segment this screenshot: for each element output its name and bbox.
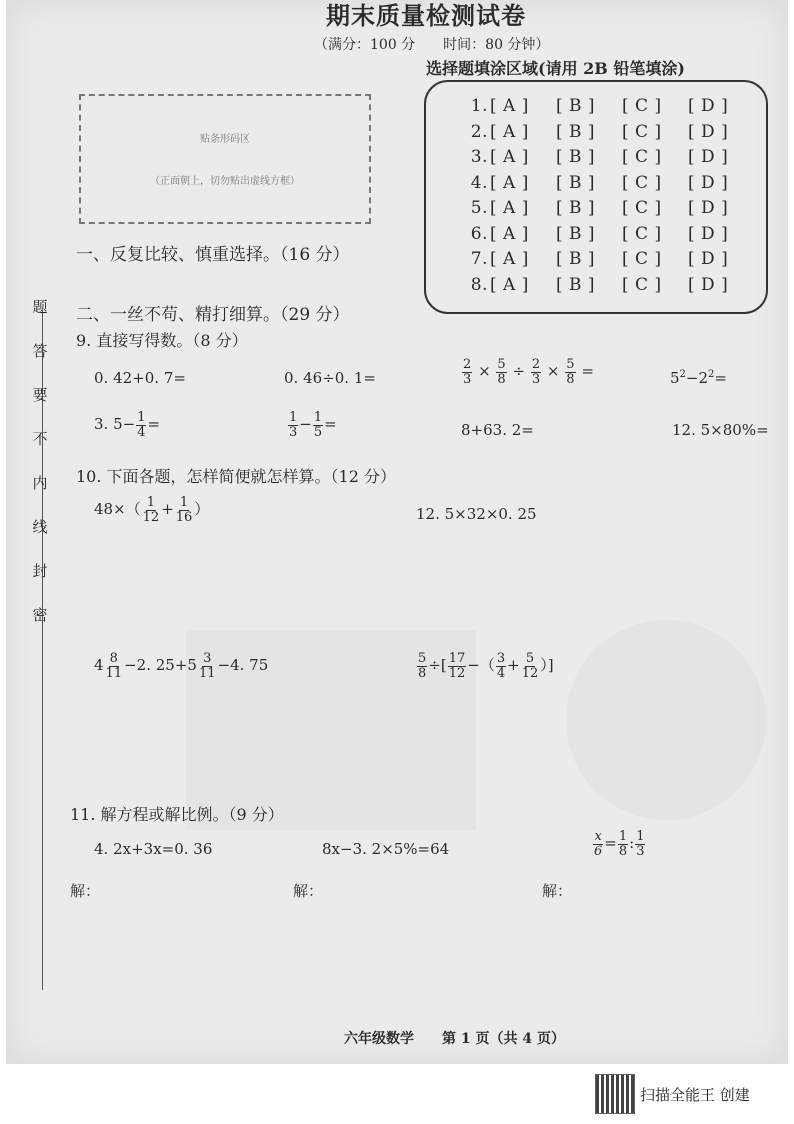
q11-item-a: 4. 2x+3x=0. 36 bbox=[94, 840, 213, 858]
answer-option-c[interactable]: [ C ] bbox=[622, 198, 662, 218]
q10-item-d: $\frac{5}{8}$ ÷[ $\frac{17}{12}$ −（ $\frac{3}{4}$ + $\frac{5}{12}$ ）] bbox=[418, 651, 554, 681]
answer-option-b[interactable]: [ B ] bbox=[556, 249, 596, 269]
answer-option-b[interactable]: [ B ] bbox=[556, 274, 596, 295]
answer-option-b[interactable]: [ B ] bbox=[556, 96, 596, 116]
q11-solve-a: 解： bbox=[70, 882, 101, 900]
q9-item-d: $5^2-2^2=$ bbox=[670, 369, 727, 387]
answer-option-b[interactable]: [ B ] bbox=[556, 223, 596, 244]
q9-item-h: 12. 5×80%= bbox=[672, 421, 769, 439]
answer-option-b[interactable]: [ B ] bbox=[556, 147, 596, 167]
answer-row-number: 1. bbox=[470, 96, 488, 116]
answer-option-c[interactable]: [ C ] bbox=[622, 96, 662, 116]
answer-row bbox=[468, 198, 744, 218]
answer-row bbox=[468, 224, 744, 244]
answer-option-d[interactable]: [ D ] bbox=[688, 96, 729, 116]
side-char: 不 bbox=[32, 430, 48, 448]
answer-option-d[interactable]: [ D ] bbox=[688, 274, 729, 295]
answer-option-d[interactable]: [ D ] bbox=[688, 223, 729, 244]
side-char: 封 bbox=[32, 562, 48, 580]
answer-option-d[interactable]: [ D ] bbox=[688, 147, 729, 167]
answer-option-a[interactable]: [ A ] bbox=[490, 96, 529, 116]
answer-option-b[interactable]: [ B ] bbox=[556, 121, 596, 142]
answer-option-d[interactable]: [ D ] bbox=[688, 249, 729, 269]
answer-option-a[interactable]: [ A ] bbox=[490, 147, 529, 167]
answer-row-number: 2. bbox=[470, 121, 488, 142]
answer-option-a[interactable]: [ A ] bbox=[490, 223, 529, 244]
side-char: 线 bbox=[32, 518, 48, 536]
q9-item-b: 0. 46÷0. 1= bbox=[284, 369, 376, 387]
answer-option-a[interactable]: [ A ] bbox=[490, 274, 529, 295]
exam-subtitle: （满分：100 分 时间：80 分钟） bbox=[314, 37, 550, 53]
barcode-area bbox=[79, 94, 371, 224]
qr-code-icon bbox=[595, 1074, 635, 1114]
q10-item-c: 4 $\frac{8}{11}$ −2. 25+5 $\frac{3}{11}$ −4. 75 bbox=[94, 651, 269, 681]
q10-title: 10. 下面各题，怎样简便就怎样算。（12 分） bbox=[76, 467, 396, 486]
section-2-heading: 二、一丝不苟、精打细算。（29 分） bbox=[76, 305, 350, 325]
barcode-label: 贴条形码区 bbox=[200, 134, 250, 145]
answer-option-c[interactable]: [ C ] bbox=[622, 249, 662, 269]
q9-item-a: 0. 42+0. 7= bbox=[94, 369, 186, 387]
answer-option-d[interactable]: [ D ] bbox=[688, 198, 729, 218]
answer-row-number: 7. bbox=[470, 249, 488, 269]
answer-row bbox=[468, 147, 744, 167]
exam-page bbox=[6, 0, 788, 1064]
answer-row bbox=[468, 96, 744, 116]
answer-option-d[interactable]: [ D ] bbox=[688, 172, 729, 193]
answer-option-c[interactable]: [ C ] bbox=[622, 147, 662, 167]
q11-title: 11. 解方程或解比例。（9 分） bbox=[70, 805, 284, 824]
answer-option-c[interactable]: [ C ] bbox=[622, 172, 662, 193]
answer-option-b[interactable]: [ B ] bbox=[556, 198, 596, 218]
scanner-credit: 扫描全能王 创建 bbox=[640, 1086, 750, 1104]
answer-option-a[interactable]: [ A ] bbox=[490, 121, 529, 142]
bleed-through-shadow bbox=[566, 620, 766, 820]
side-char: 密 bbox=[32, 606, 48, 624]
answer-option-c[interactable]: [ C ] bbox=[622, 121, 662, 142]
answer-sheet bbox=[424, 80, 768, 314]
side-char: 题 bbox=[32, 298, 48, 316]
answer-row-number: 4. bbox=[470, 172, 488, 193]
side-char: 内 bbox=[32, 474, 48, 492]
q10-item-a: 48×（ $\frac{1}{12}$ + $\frac{1}{16}$ ） bbox=[94, 495, 210, 525]
exam-title: 期末质量检测试卷 bbox=[326, 1, 526, 30]
answer-row-number: 3. bbox=[470, 147, 488, 167]
answer-option-a[interactable]: [ A ] bbox=[490, 198, 529, 218]
answer-row-number: 6. bbox=[470, 223, 488, 244]
seal-side-text bbox=[30, 296, 50, 648]
q11-item-c: $\frac{x}{6}$ = $\frac{1}{8}$ : $\frac{1}{3}$ bbox=[594, 829, 645, 859]
answer-row-number: 5. bbox=[470, 198, 488, 218]
answer-option-c[interactable]: [ C ] bbox=[622, 274, 662, 295]
q11-solve-c: 解： bbox=[542, 882, 573, 900]
answer-option-a[interactable]: [ A ] bbox=[490, 249, 529, 269]
section-1-heading: 一、反复比较、慎重选择。（16 分） bbox=[76, 245, 350, 265]
q9-item-g: 8+63. 2= bbox=[461, 421, 534, 439]
q9-title: 9. 直接写得数。（8 分） bbox=[76, 331, 248, 350]
answer-option-c[interactable]: [ C ] bbox=[622, 223, 662, 244]
q10-item-b: 12. 5×32×0. 25 bbox=[416, 505, 537, 523]
answer-row bbox=[468, 249, 744, 269]
barcode-instruction: （正面朝上，切勿贴出虚线方框） bbox=[150, 176, 300, 187]
page-footer: 六年级数学 第 1 页（共 4 页） bbox=[344, 1031, 565, 1047]
answer-row-number: 8. bbox=[470, 274, 488, 295]
answer-row bbox=[468, 275, 744, 295]
side-char: 要 bbox=[32, 386, 48, 404]
answer-option-b[interactable]: [ B ] bbox=[556, 172, 596, 193]
side-char: 答 bbox=[32, 342, 48, 360]
q9-item-e: 3. 5− $\frac{1}{4}$ = bbox=[94, 410, 161, 440]
answer-row bbox=[468, 173, 744, 193]
answer-row bbox=[468, 122, 744, 142]
q9-item-c: $\frac{2}{3}$ × $\frac{5}{8}$ ÷ $\frac{2}{3}$ × $\frac{5}{8}$ = bbox=[463, 357, 594, 387]
q11-item-b: 8x−3. 2×5%=64 bbox=[322, 840, 450, 858]
q11-solve-b: 解： bbox=[293, 882, 324, 900]
choice-area-title: 选择题填涂区域(请用 2B 铅笔填涂) bbox=[426, 59, 685, 78]
answer-option-d[interactable]: [ D ] bbox=[688, 121, 729, 142]
q9-item-f: $\frac{1}{3}$ − $\frac{1}{5}$ = bbox=[289, 410, 337, 440]
answer-option-a[interactable]: [ A ] bbox=[490, 172, 529, 193]
